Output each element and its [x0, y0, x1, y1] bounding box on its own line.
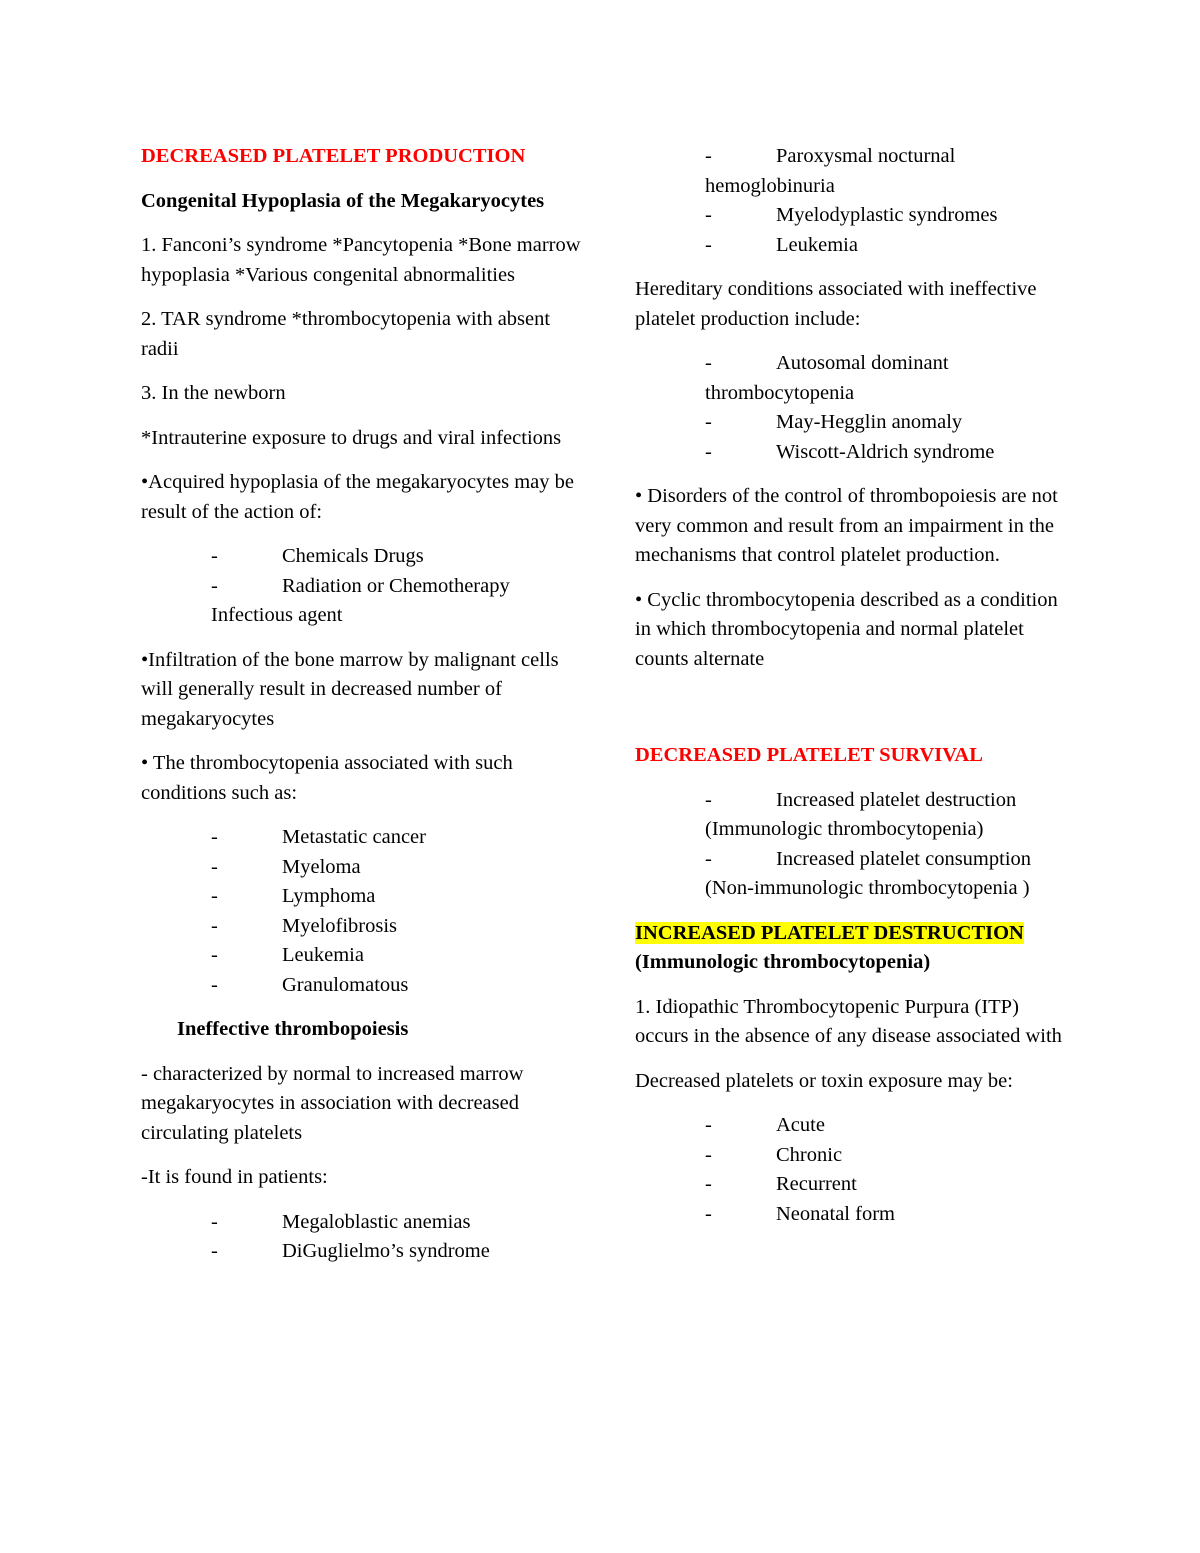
list-item: - Granulomatous	[211, 971, 581, 1001]
paragraph-associated-conditions: • The thrombocytopenia associated with such conditions such as:	[141, 752, 513, 804]
paragraph-newborn: 3. In the newborn	[141, 382, 286, 404]
section-title-decreased-production: DECREASED PLATELET PRODUCTION	[141, 145, 526, 167]
list-patients-continued	[635, 142, 1075, 260]
paragraph-itp: 1. Idiopathic Thrombocytopenic Purpura (ITP) occurs in the absence of any disease associated with	[635, 995, 1062, 1047]
list-item: - Chronic	[705, 1141, 1075, 1171]
list-item: - Metastatic cancer	[211, 823, 581, 853]
list-item: - Megaloblastic anemias	[211, 1208, 581, 1238]
list-hereditary	[635, 349, 1075, 467]
subheading-ineffective-thrombopoiesis: Ineffective thrombopoiesis	[177, 1018, 409, 1040]
paragraph-intrauterine: *Intrauterine exposure to drugs and viral infections	[141, 426, 562, 449]
list-item: - Myelodyplastic syndromes	[705, 201, 1075, 231]
list-continuation: Infectious agent	[211, 604, 343, 626]
list-item: - Recurrent	[705, 1170, 1075, 1200]
list-item: - Increased platelet destruction (Immunologic thrombocytopenia)	[705, 786, 1075, 845]
list-item: - Myeloma	[211, 853, 581, 883]
paragraph-hereditary: Hereditary conditions associated with ineffective platelet production include:	[635, 278, 1037, 330]
paragraph-acquired-hypoplasia: •Acquired hypoplasia of the megakaryocytes may be result of the action of:	[141, 471, 574, 523]
list-item: - Lymphoma	[211, 882, 581, 912]
list-item: - Autosomal dominant thrombocytopenia	[705, 349, 1075, 408]
section-title-increased-destruction	[635, 919, 1075, 978]
right-column	[635, 142, 1075, 1244]
list-forms	[635, 1111, 1075, 1229]
paragraph-cyclic: • Cyclic thrombocytopenia described as a condition in which thrombocytopenia and normal platelet counts alternate	[635, 588, 1058, 670]
list-causes	[141, 542, 581, 601]
paragraph-tar: 2. TAR syndrome *thrombocytopenia with absent radii	[141, 308, 551, 360]
list-item: - Chemicals Drugs	[211, 542, 581, 572]
list-item: - Leukemia	[211, 941, 581, 971]
list-patients	[141, 1208, 581, 1267]
paragraph-disorders-control: • Disorders of the control of thrombopoiesis are not very common and result from an impairment in the mechanisms that control platelet production.	[635, 485, 1058, 566]
list-item: - Neonatal form	[705, 1200, 1075, 1230]
paragraph-fanconi: 1. Fanconi’s syndrome *Pancytopenia *Bone marrow hypoplasia *Various congenital abnormalities	[141, 234, 581, 286]
subheading-congenital-hypoplasia: Congenital Hypoplasia of the Megakaryocytes	[141, 189, 545, 212]
section-title-decreased-survival: DECREASED PLATELET SURVIVAL	[635, 744, 983, 766]
list-item: - Increased platelet consumption (Non-immunologic thrombocytopenia )	[705, 845, 1075, 904]
paragraph-found-in-patients: -It is found in patients:	[141, 1166, 328, 1188]
paragraph-characterized: - characterized by normal to increased marrow megakaryocytes in association with decreased circulating platelets	[141, 1062, 524, 1144]
title-suffix: (Immunologic thrombocytopenia)	[635, 951, 931, 973]
list-survival	[635, 786, 1075, 904]
list-item: - Myelofibrosis	[211, 912, 581, 942]
list-item: - Leukemia	[705, 231, 1075, 261]
paragraph-decreased-platelets: Decreased platelets or toxin exposure may be:	[635, 1069, 1013, 1092]
list-conditions	[141, 823, 581, 1000]
list-item: - May-Hegglin anomaly	[705, 408, 1075, 438]
list-item: - Paroxysmal nocturnal hemoglobinuria	[705, 142, 1075, 201]
list-item: - DiGuglielmo’s syndrome	[211, 1237, 581, 1267]
highlighted-title: INCREASED PLATELET DESTRUCTION	[635, 921, 1024, 944]
left-column	[141, 142, 581, 1282]
paragraph-infiltration: •Infiltration of the bone marrow by malignant cells will generally result in decreased number of megakaryocytes	[141, 648, 559, 730]
list-item: - Acute	[705, 1111, 1075, 1141]
spacer	[635, 689, 1075, 741]
list-item: - Radiation or Chemotherapy	[211, 572, 581, 602]
list-item: - Wiscott-Aldrich syndrome	[705, 438, 1075, 468]
